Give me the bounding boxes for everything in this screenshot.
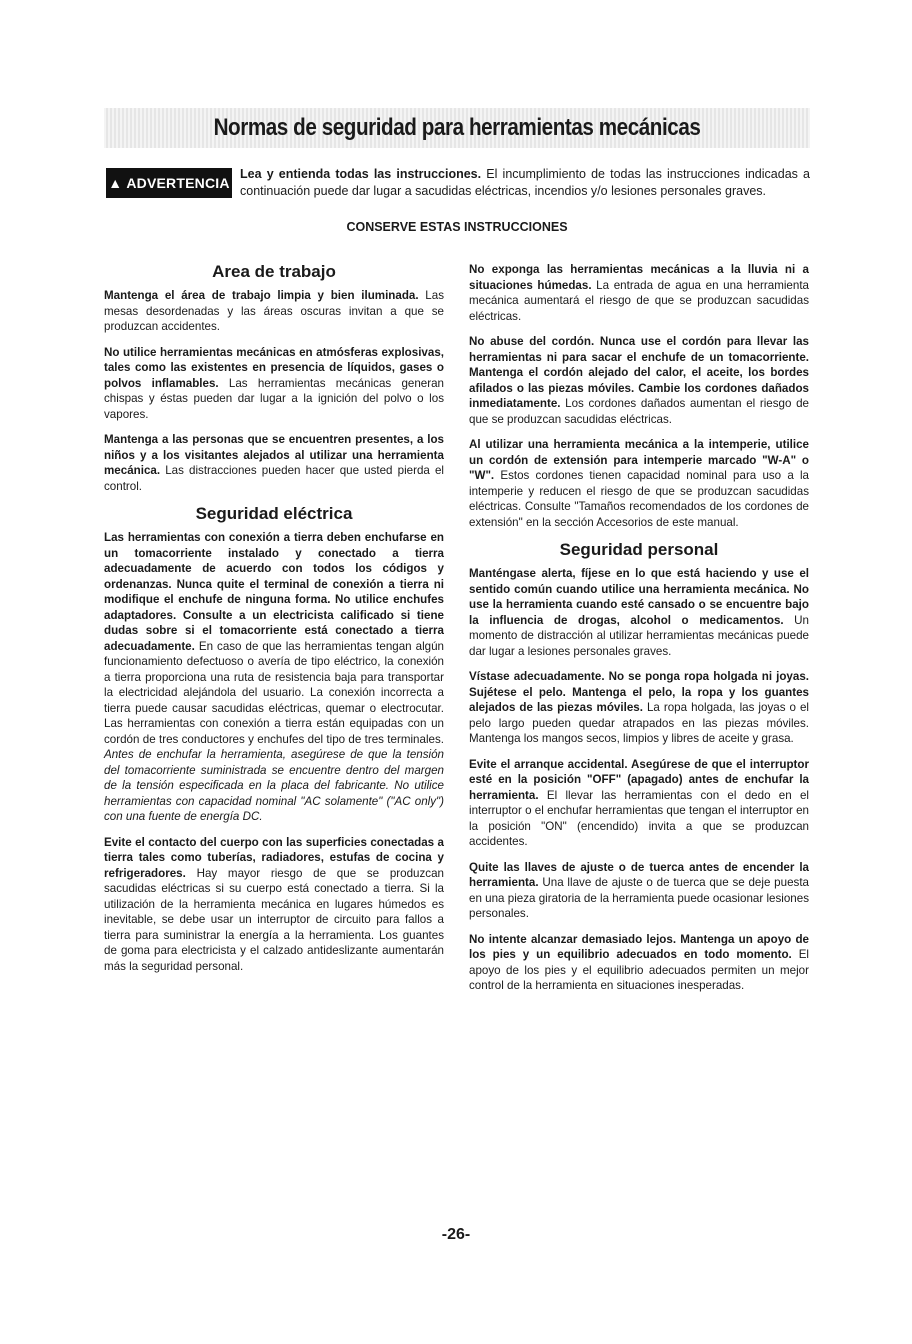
paragraph bbox=[104, 530, 444, 825]
paragraph-bold: Mantenga a las personas que se encuentren presentes, a los niños y a los visitantes alejados al utilizar una herramienta mecánica. bbox=[104, 433, 444, 477]
warning-text: El incumplimiento de todas las instrucciones indicadas a continuación puede dar lugar a sacudidas eléctricas, incendios y/o lesiones personales graves. bbox=[240, 167, 810, 198]
page-title: Normas de seguridad para herramientas mecánicas bbox=[213, 114, 701, 141]
section-heading-area: Area de trabajo bbox=[212, 262, 336, 281]
paragraph bbox=[104, 288, 444, 335]
paragraph bbox=[104, 345, 444, 423]
paragraph-bold: No intente alcanzar demasiado lejos. Mantenga un apoyo de los pies y un equilibrio adecuados en todo momento. bbox=[469, 932, 809, 961]
paragraph-bold: Evite el arranque accidental. Asegúrese de que el interruptor esté en la posición "OFF" (apagado) antes de enchufar la herramienta. bbox=[469, 757, 809, 802]
paragraph bbox=[469, 669, 809, 747]
warning-badge-label: ADVERTENCIA bbox=[126, 175, 230, 191]
paragraph bbox=[469, 860, 809, 922]
paragraph-bold: No utilice herramientas mecánicas en atmósferas explosivas, tales como las existentes en presencia de líquidos, gases o polvos inflamables. bbox=[104, 345, 444, 390]
paragraph-bold: No abuse del cordón. Nunca use el cordón para llevar las herramientas ni para sacar el enchufe de un tomacorriente. Mantenga el cordón alejado del calor, el aceite, los bordes afilados o las piezas móviles. Cambie los cordones dañados inmediatamente. bbox=[469, 335, 809, 410]
paragraph bbox=[104, 835, 444, 975]
paragraph-text: El llevar las herramientas con el dedo en el interruptor o el enchufar herramientas que tengan el interruptor en la posición "ON" (encendido) invita a que se produzcan accidentes. bbox=[469, 788, 809, 848]
left-column bbox=[104, 262, 444, 984]
paragraph-bold: Vístase adecuadamente. No se ponga ropa holgada ni joyas. Sujétese el pelo. Mantenga el pelo, la ropa y los guantes alejados de las piezas móviles. bbox=[469, 670, 809, 714]
paragraph-italic: Antes de enchufar la herramienta, asegúrese de que la tensión del tomacorriente suministrada se encuentre dentro del margen de la tensión especificada en la placa del fabricante. No utilice herramientas con capacidad nominal "AC solamente" ("AC only") con una fuente de energía DC. bbox=[104, 748, 444, 823]
paragraph-text: Un momento de distracción al utilizar herramientas mecánicas puede dar lugar a lesiones personales graves. bbox=[469, 613, 809, 658]
paragraph-text: Estos cordones tienen capacidad nominal para uso a la intemperie y reducen el riesgo de que se produzcan sacudidas eléctricas. Consulte "Tamaños recomendados de los cordones de extensión" en la sección Accesorios de este manual. bbox=[469, 469, 809, 529]
paragraph-bold: Evite el contacto del cuerpo con las superficies conectadas a tierra tales como tuberías, radiadores, estufas de cocina y refrigeradores. bbox=[104, 835, 444, 880]
paragraph-text: En caso de que las herramientas tengan algún funcionamiento defectuoso o avería de tipo eléctrico, la conexión a tierra proporciona una ruta de resistencia baja para transportar la electricidad alejándola del usuario. La conexión incorrecta a tierra puede causar sacudidas eléctricas, quemar o electrocutar. Las herramientas con conexión a tierra están equipadas con un cordón de tres conductores y enchufes del tipo de tres terminales. bbox=[104, 639, 444, 746]
paragraph bbox=[104, 432, 444, 494]
paragraph-text: Una llave de ajuste o de tuerca que se deje puesta en una pieza giratoria de la herramienta puede ocasionar lesiones personales. bbox=[469, 876, 809, 920]
section-heading-electrical: Seguridad eléctrica bbox=[195, 504, 353, 523]
paragraph-bold: Quite las llaves de ajuste o de tuerca antes de encender la herramienta. bbox=[469, 860, 809, 889]
paragraph bbox=[469, 437, 809, 530]
paragraph-bold: No exponga las herramientas mecánicas a la lluvia ni a situaciones húmedas. bbox=[469, 263, 809, 292]
paragraph-text: Las mesas desordenadas y las áreas oscuras invitan a que se produzcan accidentes. bbox=[104, 289, 444, 333]
paragraph-text: Los cordones dañados aumentan el riesgo de que se produzcan sacudidas eléctricas. bbox=[469, 397, 809, 426]
right-column bbox=[469, 262, 809, 1004]
paragraph bbox=[469, 757, 809, 850]
paragraph-text: Las herramientas mecánicas generan chispas y éstas pueden dar lugar a la ignición del polvo o los vapores. bbox=[104, 376, 445, 421]
paragraph-bold: Las herramientas con conexión a tierra deben enchufarse en un tomacorriente instalado y conectado a tierra adecuadamente de acuerdo con todos los códigos y ordenanzas. Nunca quite el terminal de conexión a tierra ni modifique el enchufe de ninguna forma. No utilice enchufes adaptadores. Consulte a un electricista calificado si tiene dudas sobre si el tomacorriente está conectado a tierra adecuadamente. bbox=[104, 531, 444, 653]
paragraph bbox=[469, 566, 809, 659]
paragraph-bold: Mantenga el área de trabajo limpia y bien iluminada. bbox=[104, 289, 419, 302]
section-heading-personal: Seguridad personal bbox=[559, 540, 719, 559]
paragraph-text: El apoyo de los pies y el equilibrio adecuados permiten un mejor control de la herramienta en situaciones inesperadas. bbox=[469, 948, 810, 992]
paragraph-text: Hay mayor riesgo de que se produzcan sacudidas eléctricas si su cuerpo está conectado a tierra. Si la utilización de la herramienta mecánica en lugares húmedos es inevitable, se debe usar un interruptor de circuito para fallos a tierra para suministrar la energía a la herramienta. Los guantes de goma para electricista y el calzado antideslizante aumentarán más la seguridad personal. bbox=[104, 866, 444, 973]
warning-bold-text: Lea y entienda todas las instrucciones. bbox=[240, 167, 482, 181]
paragraph-text: La entrada de agua en una herramienta mecánica aumentará el riesgo de que se produzcan sacudidas eléctricas. bbox=[469, 278, 809, 323]
paragraph-bold: Al utilizar una herramienta mecánica a la intemperie, utilice un cordón de extensión para intemperie marcado "W-A" o "W". bbox=[469, 438, 809, 482]
paragraph-text: Las distracciones pueden hacer que usted pierda el control. bbox=[104, 464, 444, 493]
paragraph bbox=[469, 334, 809, 427]
warning-triangle-icon: ▲ bbox=[108, 175, 123, 191]
warning-intro bbox=[104, 166, 810, 202]
paragraph bbox=[469, 262, 809, 324]
conserve-instructions: CONSERVE ESTAS INSTRUCCIONES bbox=[346, 220, 568, 234]
paragraph-bold: Manténgase alerta, fíjese en lo que está haciendo y use el sentido común cuando utilice una herramienta mecánica. No use la herramienta cuando esté cansado o se encuentre bajo la influencia de drogas, alcohol o medicamentos. bbox=[469, 567, 809, 627]
paragraph-text: La ropa holgada, las joyas o el pelo largo pueden quedar atrapados en las piezas móviles. Mantenga los mangos secos, limpios y libres de aceite y grasa. bbox=[469, 701, 809, 745]
page-number: -26- bbox=[441, 1226, 471, 1243]
paragraph bbox=[469, 932, 809, 994]
